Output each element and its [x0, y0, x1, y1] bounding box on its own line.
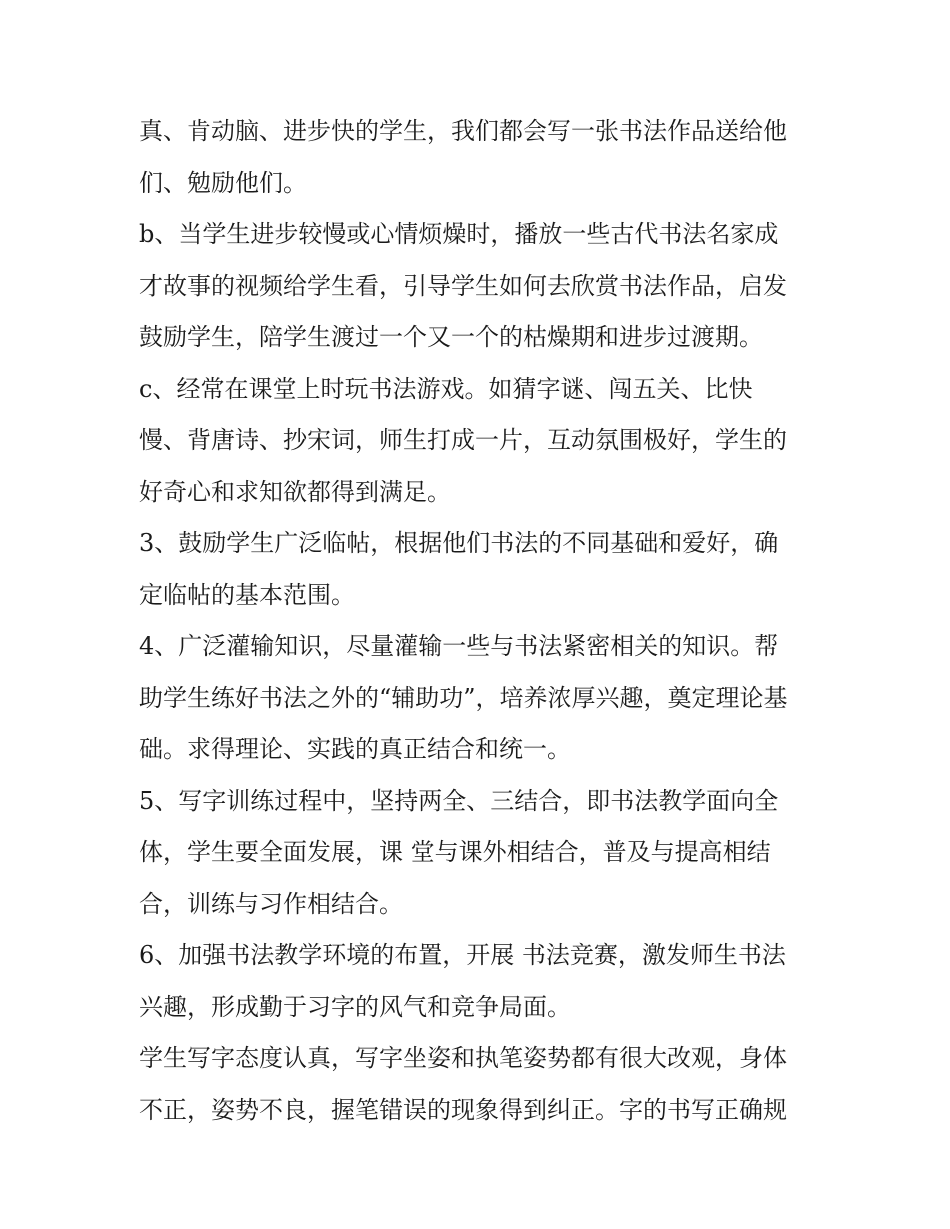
- text-line: 真、肯动脑、进步快的学生，我们都会写一张书法作品送给他: [139, 117, 787, 145]
- text-line: 鼓励学生，陪学生渡过一个又一个的枯燥期和进步过渡期。: [139, 323, 763, 351]
- text-line: 4、广泛灌输知识，尽量灌输一些与书法紧密相关的知识。帮: [139, 632, 779, 660]
- text-line: c、经常在课堂上时玩书法游戏。如猜字谜、闯五关、比快: [139, 374, 753, 403]
- text-line: b、当学生进步较慢或心情烦燥时，播放一些古代书法名家成: [139, 220, 779, 248]
- text-line: 助学生练好书法之外的“辅助功”，培养浓厚兴趣，奠定理论基: [139, 683, 788, 712]
- document-body: [139, 106, 819, 1136]
- text-line: 体，学生要全面发展，课 堂与课外相结合，普及与提高相结: [139, 838, 771, 866]
- text-line: 才故事的视频给学生看，引导学生如何去欣赏书法作品，启发: [139, 271, 787, 300]
- text-line: 础。求得理论、实践的真正结合和统一。: [139, 735, 571, 763]
- text-line: 兴趣，形成勤于习字的风气和竞争局面。: [139, 992, 571, 1021]
- text-line: 们、勉励他们。: [139, 168, 307, 197]
- text-line: 学生写字态度认真，写字坐姿和执笔姿势都有很大改观，身体: [139, 1044, 787, 1072]
- text-line: 好奇心和求知欲都得到满足。: [139, 477, 451, 506]
- text-line: 合，训练与习作相结合。: [139, 889, 403, 918]
- text-line: 5、写字训练过程中，坚持两全、三结合，即书法教学面向全: [139, 786, 779, 815]
- text-line: 3、鼓励学生广泛临帖，根据他们书法的不同基础和爱好，确: [139, 529, 779, 557]
- text-line: 6、加强书法教学环境的布置，开展 书法竞赛，激发师生书法: [139, 941, 786, 969]
- text-line: 慢、背唐诗、抄宋词，师生打成一片，互动氛围极好，学生的: [139, 426, 787, 454]
- text-line: 定临帖的基本范围。: [139, 580, 355, 609]
- text-line: 不正，姿势不良，握笔错误的现象得到纠正。字的书写正确规: [139, 1095, 787, 1124]
